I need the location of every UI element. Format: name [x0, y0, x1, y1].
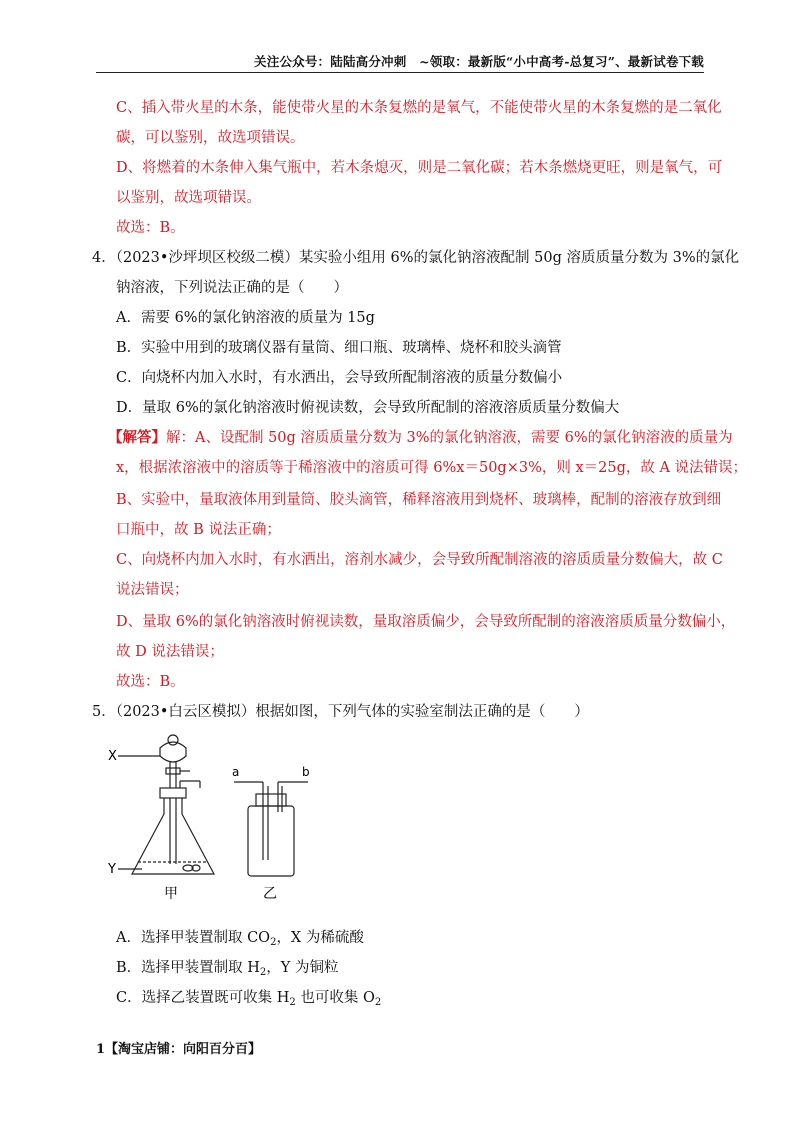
- q4-stem-line1: 4．（2023•沙坪坝区校级二模）某实验小组用 6%的氯化钠溶液配制 50g 溶质质量分数为 3%的氯化: [92, 250, 740, 266]
- q4-answer-b-line1: B、实验中，量取液体用到量筒、胶头滴管，稀释溶液用到烧杯、玻璃棒，配制的溶液存放到细: [116, 492, 722, 508]
- q5-option-b: B．选择甲装置制取 $H_2$，Y 为铜粒: [116, 960, 339, 978]
- caption-yi: 乙: [263, 886, 277, 902]
- answer-tag: 【解答】: [108, 429, 166, 446]
- q4-stem-line2: 钠溶液，下列说法正确的是（ ）: [116, 280, 348, 296]
- label-x: X: [108, 749, 117, 764]
- q5-option-a: A．选择甲装置制取 $CO_2$，X 为稀硫酸: [116, 930, 364, 948]
- q4-answer-conclusion: 故选：B。: [116, 674, 185, 690]
- q4-answer-d-line1: D、量取 6%的氯化钠溶液时俯视读数，量取溶质偏少，会导致所配制的溶液溶质质量分数偏小，: [116, 614, 736, 630]
- label-a: a: [232, 765, 240, 779]
- q5-stem: 5．（2023•白云区模拟）根据如图，下列气体的实验室制法正确的是（ ）: [92, 704, 589, 720]
- page-footer: 1【淘宝店铺：向阳百分百】: [96, 1042, 262, 1057]
- prev-answer-d-line2: 以鉴别，故选项错误。: [116, 190, 261, 206]
- q4-option-a: A．需要 6%的氯化钠溶液的质量为 15g: [116, 310, 375, 326]
- prev-answer-c-line1: C、插入带火星的木条，能使带火星的木条复燃的是氧气，不能使带火星的木条复燃的是二氧化: [116, 100, 722, 116]
- caption-jia: 甲: [164, 886, 178, 902]
- label-y: Y: [108, 862, 116, 877]
- prev-answer-conclusion: 故选：B。: [116, 220, 185, 236]
- prev-answer-d-line1: D、将燃着的木条伸入集气瓶中，若木条熄灭，则是二氧化碳；若木条燃烧更旺，则是氧气，可: [116, 160, 723, 176]
- q5-option-c: C．选择乙装置既可收集 $H_2$ 也可收集 $O_2$: [116, 990, 382, 1008]
- prev-answer-c-line2: 碳，可以鉴别，故选项错误。: [116, 130, 305, 146]
- q4-option-d: D．量取 6%的氯化钠溶液时俯视读数，会导致所配制的溶液溶质质量分数偏大: [116, 400, 620, 416]
- q4-option-b: B．实验中用到的玻璃仪器有量筒、细口瓶、玻璃棒、烧杯和胶头滴管: [116, 340, 562, 356]
- q4-answer-a-line2: x，根据浓溶液中的溶质等于稀溶液中的溶质可得 6%x＝50g×3%，则 x＝25g，故 A 说法错误；: [116, 460, 748, 476]
- q4-answer-c-line1: C、向烧杯内加入水时，有水洒出，溶剂水减少，会导致所配制溶液的溶质质量分数偏大，故 C: [116, 552, 723, 568]
- apparatus-yi: [234, 782, 308, 876]
- q5-apparatus-figure: [108, 726, 328, 906]
- q4-option-c: C．向烧杯内加入水时，有水洒出，会导致所配制溶液的质量分数偏小: [116, 370, 563, 386]
- q4-answer-c-line2: 说法错误；: [116, 582, 189, 598]
- q4-answer-b-line2: 口瓶中，故 B 说法正确；: [116, 522, 281, 538]
- q4-answer-d-line2: 故 D 说法错误；: [116, 644, 224, 660]
- apparatus-jia: [118, 735, 214, 874]
- header-divider: [96, 72, 704, 73]
- page-header: 关注公众号：陆陆高分冲刺 ~领取：最新版“小中高考-总复习”、最新试卷下载: [254, 54, 704, 69]
- label-b: b: [302, 765, 310, 779]
- q4-answer-a-line1: 【解答】解：A、设配制 50g 溶质质量分数为 3%的氯化钠溶液，需要 6%的氯化钠溶液的质量为: [108, 429, 733, 446]
